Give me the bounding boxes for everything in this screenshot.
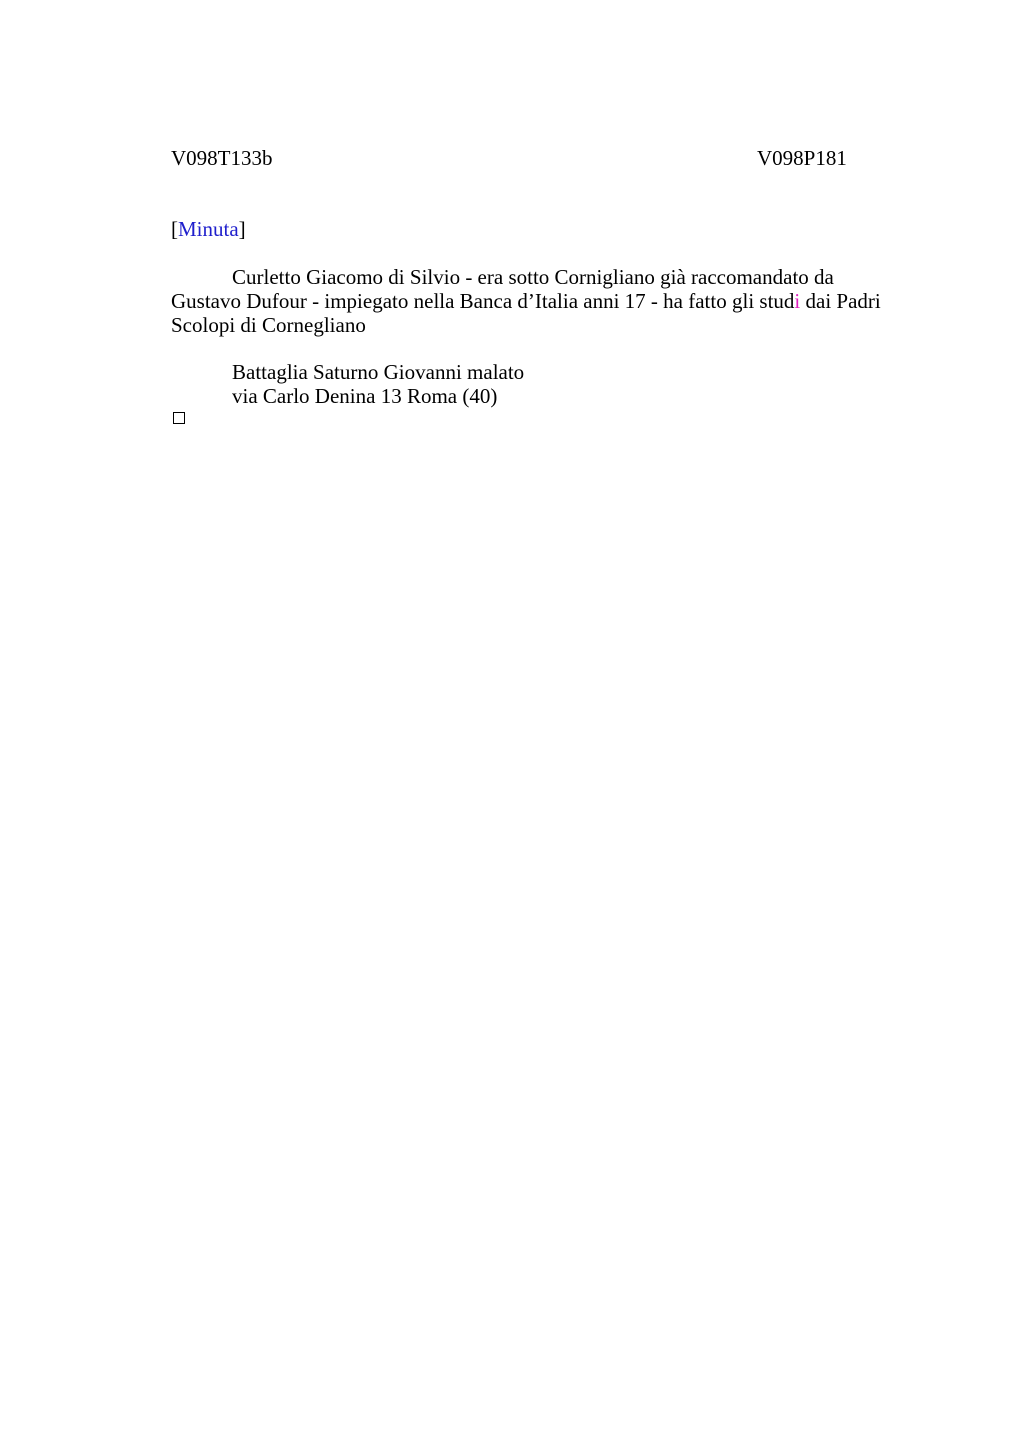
paragraph-curletto bbox=[171, 265, 906, 337]
close-bracket: ] bbox=[238, 217, 246, 241]
minuta-heading bbox=[171, 217, 246, 241]
paragraph-text-end: dai Padri Scolopi di Cornegliano bbox=[171, 289, 881, 337]
document-code-left: V098T133b bbox=[171, 146, 273, 170]
minuta-link[interactable]: Minuta bbox=[178, 217, 239, 241]
highlighted-character: i bbox=[794, 289, 801, 313]
open-bracket: [ bbox=[171, 217, 178, 241]
empty-square-icon bbox=[173, 412, 185, 424]
paragraph-text-start: Curletto Giacomo di Silvio - era sotto Cornigliano già raccomandato da Gustavo Dufour - impiegato nella Banca d’Italia anni 17 - ha fatto gli stud bbox=[171, 265, 834, 313]
paragraph-battaglia bbox=[232, 360, 524, 408]
document-code-right: V098P181 bbox=[757, 146, 847, 170]
paragraph-line-name: Battaglia Saturno Giovanni malato bbox=[232, 360, 525, 384]
paragraph-line-address: via Carlo Denina 13 Roma (40) bbox=[232, 384, 498, 408]
